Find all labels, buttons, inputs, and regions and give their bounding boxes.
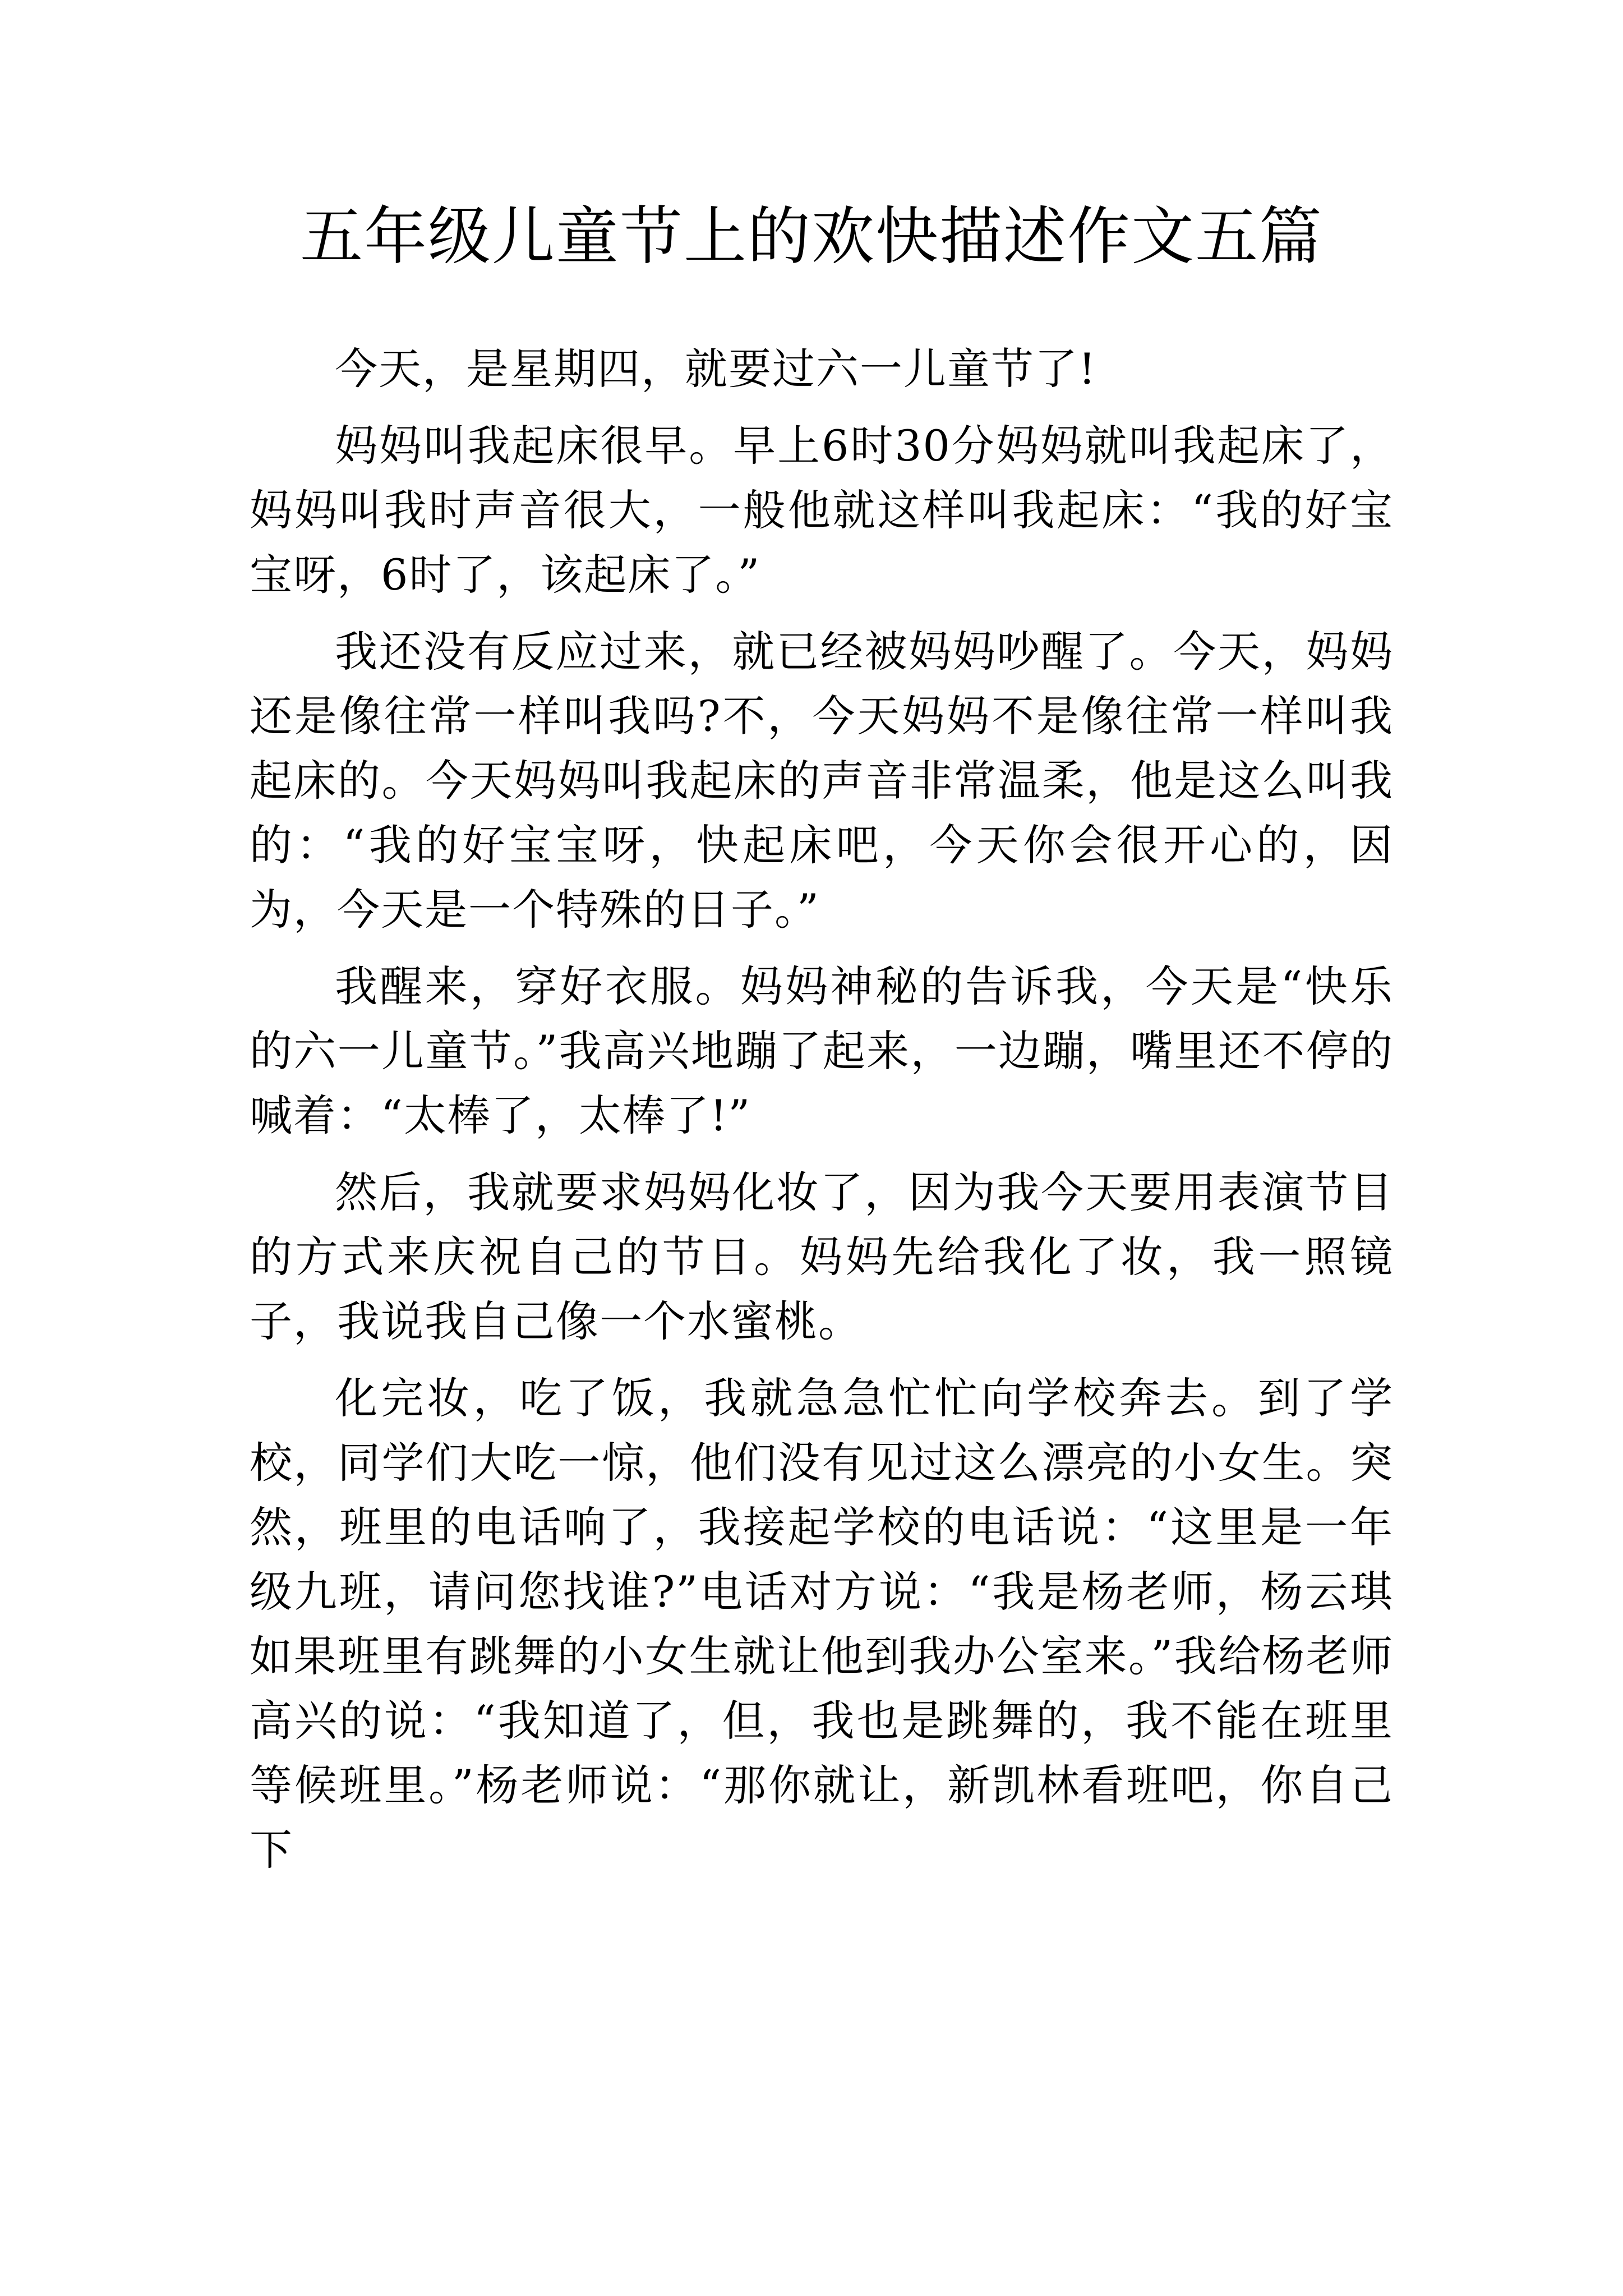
- paragraph: 我还没有反应过来，就已经被妈妈吵醒了。今天，妈妈还是像往常一样叫我吗?不，今天妈妈不是像往常一样叫我起床的。今天妈妈叫我起床的声音非常温柔，他是这么叫我的：“我的好宝宝呀，快起床吧，今天你会很开心的，因为，今天是一个特殊的日子。”: [250, 627, 1394, 935]
- paragraph: 今天，是星期四，就要过六一儿童节了!: [335, 344, 1097, 394]
- document-body: [250, 337, 1394, 1894]
- paragraph: 我醒来，穿好衣服。妈妈神秘的告诉我，今天是“快乐的六一儿童节。”我高兴地蹦了起来，一边蹦，嘴里还不停的喊着：“太棒了，太棒了!”: [250, 961, 1394, 1140]
- paragraph: 化完妆，吃了饭，我就急急忙忙向学校奔去。到了学校，同学们大吃一惊，他们没有见过这么漂亮的小女生。突然，班里的电话响了，我接起学校的电话说：“这里是一年级九班，请问您找谁?”电话对方说：“我是杨老师，杨云琪如果班里有跳舞的小女生就让他到我办公室来。”我给杨老师高兴的说：“我知道了，但，我也是跳舞的，我不能在班里等候班里。”杨老师说：“那你就让，新凯林看班吧，你自己下: [250, 1373, 1394, 1875]
- paragraph: 妈妈叫我起床很早。早上6时30分妈妈就叫我起床了，妈妈叫我时声音很大，一般他就这样叫我起床：“我的好宝宝呀，6时了，该起床了。”: [250, 421, 1394, 600]
- document-title: 五年级儿童节上的欢快描述作文五篇: [300, 200, 1323, 273]
- paragraph: 然后，我就要求妈妈化妆了，因为我今天要用表演节目的方式来庆祝自己的节日。妈妈先给我化了妆，我一照镜子，我说我自己像一个水蜜桃。: [250, 1167, 1394, 1346]
